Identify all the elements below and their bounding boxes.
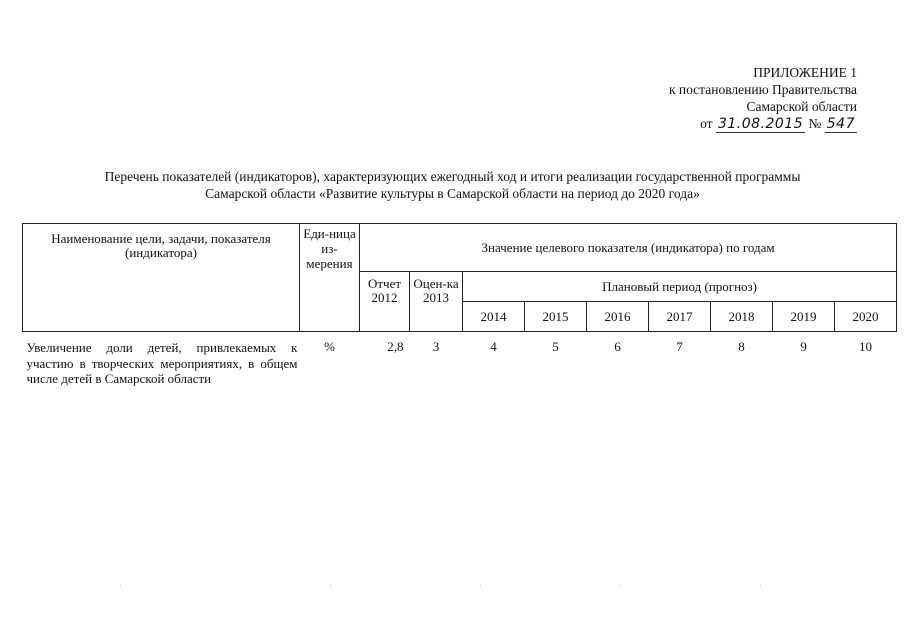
title-line-1: Перечень показателей (индикаторов), характеризующих ежегодный ход и итоги реализации государственной программы [104, 169, 801, 184]
scan-dot [330, 585, 331, 586]
header-year: 2020 [835, 302, 897, 332]
header-unit: Еди-ница из-мерения [300, 224, 360, 332]
header-year: 2016 [587, 302, 649, 332]
scan-dot [620, 585, 621, 586]
table-row [23, 332, 897, 387]
header-report: Отчет 2012 [360, 272, 410, 332]
number-prefix: № [808, 116, 822, 131]
value-plan: 6 [614, 339, 621, 354]
value-report-2012: 2,8 [387, 339, 404, 354]
appendix-title: ПРИЛОЖЕНИЕ 1 [753, 65, 857, 80]
value-plan: 7 [676, 339, 683, 354]
handwritten-number: 547 [826, 116, 855, 132]
header-name: Наименование цели, задачи, показателя (индикатора) [23, 224, 300, 332]
appendix-block [617, 64, 857, 133]
header-year: 2015 [525, 302, 587, 332]
scan-dot [120, 585, 121, 586]
header-estimate: Оцен-ка 2013 [410, 272, 463, 332]
document-title [0, 168, 905, 202]
header-plan: Плановый период (прогноз) [463, 272, 897, 302]
appendix-region: Самарской области [746, 99, 857, 114]
value-plan: 4 [490, 339, 497, 354]
value-plan: 5 [552, 339, 559, 354]
header-year: 2017 [649, 302, 711, 332]
appendix-resolution: к постановлению Правительства [668, 82, 857, 97]
indicators-table [22, 223, 897, 387]
scan-dot [480, 585, 481, 586]
date-prefix: от [700, 116, 713, 131]
header-year: 2018 [711, 302, 773, 332]
scan-dot [760, 585, 761, 586]
scan-noise [0, 585, 905, 589]
value-plan: 10 [859, 339, 873, 354]
title-line-2: Самарской области «Развитие культуры в Самарской области на период до 2020 года» [205, 186, 700, 201]
header-year: 2019 [773, 302, 835, 332]
header-year: 2014 [463, 302, 525, 332]
handwritten-date: 31.08.2015 [717, 116, 804, 132]
appendix-date-row [617, 115, 857, 133]
value-estimate-2013: 3 [432, 339, 440, 354]
indicator-unit: % [324, 339, 335, 354]
header-values: Значение целевого показателя (индикатора) по годам [360, 224, 897, 272]
indicator-name: Увеличение доли детей, привлекаемых к участию в творческих мероприятиях, в общем числе детей в Самарской области [26, 340, 298, 386]
value-plan: 9 [800, 339, 807, 354]
value-plan: 8 [738, 339, 745, 354]
